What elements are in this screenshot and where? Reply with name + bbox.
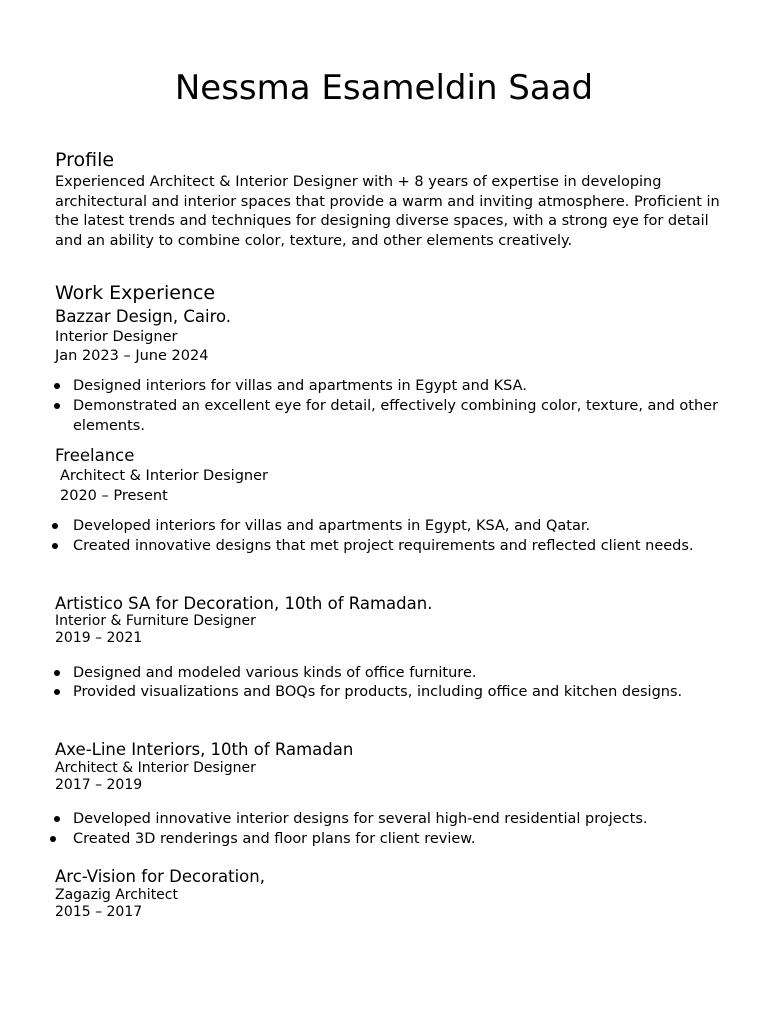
profile-heading: Profile xyxy=(55,149,115,171)
bullet-dot xyxy=(54,689,60,695)
job-bullet: Designed interiors for villas and apartments in Egypt and KSA. xyxy=(73,378,527,394)
job-dates: Jan 2023 – June 2024 xyxy=(55,348,209,364)
job-bullet: Created innovative designs that met project requirements and reflected client needs. xyxy=(73,538,694,554)
job-bullet: Demonstrated an excellent eye for detail, effectively combining color, texture, and other elements. xyxy=(73,398,719,434)
job-company: Arc-Vision for Decoration, xyxy=(55,867,265,886)
job-bullet: Developed innovative interior designs for several high-end residential projects. xyxy=(73,811,648,827)
job-bullet: Created 3D renderings and floor plans for client review. xyxy=(73,831,476,847)
bullet-dot xyxy=(52,523,58,529)
job-role: Architect & Interior Designer xyxy=(55,760,256,776)
job-bullet: Designed and modeled various kinds of office furniture. xyxy=(73,665,477,681)
bullet-dot xyxy=(50,836,56,842)
bullet-dot xyxy=(54,670,60,676)
bullet-dot xyxy=(54,816,60,822)
bullet-dot xyxy=(52,543,58,549)
job-dates: 2017 – 2019 xyxy=(55,777,143,793)
bullet-dot xyxy=(54,403,60,409)
job-bullet: Provided visualizations and BOQs for products, including office and kitchen designs. xyxy=(73,684,683,700)
job-role: Architect & Interior Designer xyxy=(60,468,268,484)
job-dates: 2015 – 2017 xyxy=(55,904,143,920)
job-role: Zagazig Architect xyxy=(55,887,178,903)
job-role: Interior & Furniture Designer xyxy=(55,613,256,629)
job-bullet: Developed interiors for villas and apartments in Egypt, KSA, and Qatar. xyxy=(73,518,591,534)
work-experience-heading: Work Experience xyxy=(55,282,216,304)
profile-text: Experienced Architect & Interior Designer with + 8 years of expertise in developing architectural and interior spaces that provide a warm and inviting atmosphere. Proficient in the latest trends and techniques for designing diverse spaces, with a strong eye for detail and an ability to combine color, texture, and other elements creatively. xyxy=(55,174,720,249)
job-company: Freelance xyxy=(55,446,135,465)
job-company: Axe-Line Interiors, 10th of Ramadan xyxy=(55,740,354,759)
job-company: Artistico SA for Decoration, 10th of Ramadan. xyxy=(55,594,433,613)
job-dates: 2019 – 2021 xyxy=(55,630,143,646)
job-role: Interior Designer xyxy=(55,329,178,345)
job-company: Bazzar Design, Cairo. xyxy=(55,307,232,326)
job-dates: 2020 – Present xyxy=(60,488,168,504)
resume-name: Nessma Esameldin Saad xyxy=(174,68,594,108)
bullet-dot xyxy=(54,383,60,389)
